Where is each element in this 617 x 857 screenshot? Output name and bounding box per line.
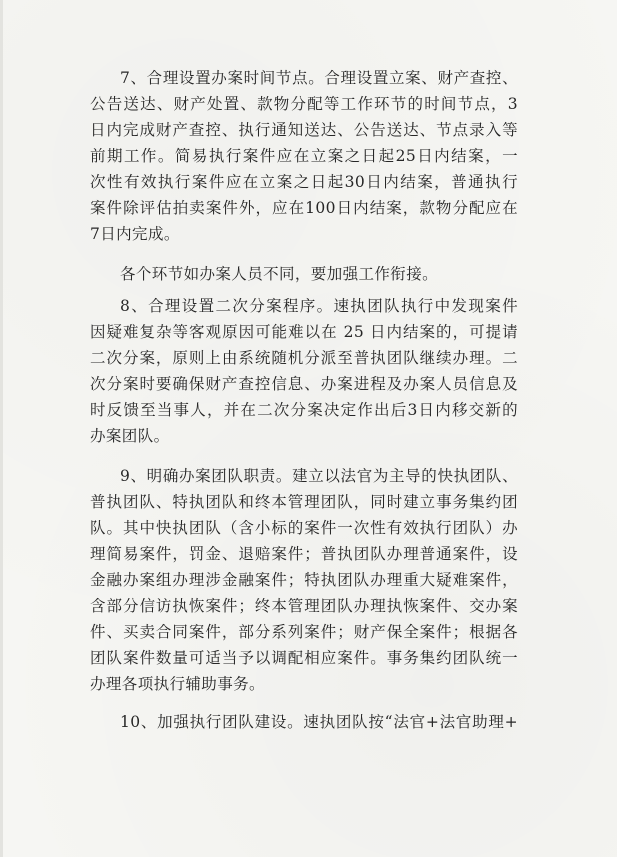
paragraph-7-line-2: 公告送达、财产处置、款物分配等工作环节的时间节点，3 <box>90 95 518 113</box>
paragraph-9-line-7: 件、买卖合同案件，部分系列案件；财产保全案件；根据各 <box>90 623 518 641</box>
paragraph-note-line: 各个环节如办案人员不同，要加强工作衔接。 <box>120 265 439 283</box>
paragraph-9-line-1: 9、明确办案团队职责。建立以法官为主导的快执团队、 <box>120 467 518 485</box>
paragraph-8-line-2: 因疑难复杂等客观原因可能难以在 25 日内结案的，可提请 <box>90 323 518 341</box>
paragraph-7-line-3: 日内完成财产查控、执行通知送达、公告送达、节点录入等 <box>90 121 518 139</box>
paragraph-9-line-9: 办理各项执行辅助事务。 <box>90 675 265 693</box>
paragraph-10-line-1: 10、加强执行团队建设。速执团队按“法官+法官助理+ <box>120 713 518 731</box>
paragraph-7-line-7: 7日内完成。 <box>90 225 180 243</box>
scan-edge <box>0 0 3 857</box>
paragraph-7-line-6: 案件除评估拍卖案件外，应在100日内结案，款物分配应在 <box>90 199 518 217</box>
paragraph-9-line-4: 理简易案件，罚金、退赔案件；普执团队办理普通案件，设 <box>90 545 518 563</box>
paragraph-9-line-8: 团队案件数量可适当予以调配相应案件。事务集约团队统一 <box>90 649 518 667</box>
paragraph-9-line-2: 普执团队、特执团队和终本管理团队，同时建立事务集约团 <box>90 493 518 511</box>
paragraph-8-line-5: 时反馈至当事人，并在二次分案决定作出后3日内移交新的 <box>90 401 518 419</box>
paragraph-7-line-4: 前期工作。简易执行案件应在立案之日起25日内结案，一 <box>90 147 518 165</box>
paragraph-8-line-3: 二次分案，原则上由系统随机分派至普执团队继续办理。二 <box>90 349 518 367</box>
paragraph-9-line-6: 含部分信访执恢案件；终本管理团队办理执恢案件、交办案 <box>90 597 518 615</box>
paragraph-8-line-1: 8、合理设置二次分案程序。速执团队执行中发现案件 <box>120 297 518 315</box>
paragraph-8-line-4: 次分案时要确保财产查控信息、办案进程及办案人员信息及 <box>90 375 518 393</box>
paragraph-7-line-5: 次性有效执行案件应在立案之日起30日内结案，普通执行 <box>90 173 518 191</box>
paragraph-9-line-3: 队。其中快执团队（含小标的案件一次性有效执行团队）办 <box>90 519 518 537</box>
paragraph-7-line-1: 7、合理设置办案时间节点。合理设置立案、财产查控、 <box>120 69 518 87</box>
paragraph-9-line-5: 金融办案组办理涉金融案件；特执团队办理重大疑难案件， <box>90 571 518 589</box>
paragraph-8-line-6: 办案团队。 <box>90 427 170 445</box>
